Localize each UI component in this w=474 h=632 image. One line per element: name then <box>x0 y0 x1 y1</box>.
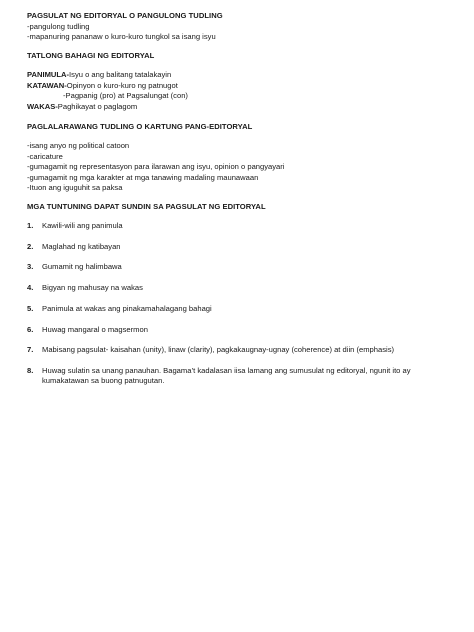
list-item <box>27 304 447 315</box>
part-text: Isyu o ang balitang tatalakayin <box>69 70 172 80</box>
list-item-text: Mabisang pagsulat- kaisahan (unity), linaw (clarity), pagkakaugnay-ugnay (coherence) at diin (emphasis) <box>42 345 395 355</box>
section-tatlong-bahagi <box>27 51 447 112</box>
list-item <box>27 366 447 387</box>
part-katawan <box>27 81 447 92</box>
spacer <box>27 133 447 141</box>
section-kartung-pang-editoryal <box>27 122 447 194</box>
kartun-line: -caricature <box>27 151 63 161</box>
definition-line: -pangulong tudling <box>27 21 90 31</box>
part-wakas <box>27 102 447 113</box>
list-item-number: 5. <box>27 303 34 313</box>
list-item <box>27 221 447 232</box>
spacer <box>27 62 447 70</box>
list-item-text: Kawili-wili ang panimula <box>42 221 123 231</box>
heading-paglalarawang-tudling: PAGLALARAWANG TUDLING O KARTUNG PANG-EDITORYAL <box>27 122 253 132</box>
list-item-number: 4. <box>27 283 34 293</box>
definition-line: -mapanuring pananaw o kuro-kuro tungkol sa isang isyu <box>27 32 216 42</box>
list-item <box>27 283 447 294</box>
heading-tatlong-bahagi: TATLONG BAHAGI NG EDITORYAL <box>27 51 155 61</box>
section-mga-tuntunin <box>27 202 447 387</box>
part-text: Opinyon o kuro-kuro ng patnugot <box>66 80 178 90</box>
rules-list <box>27 221 447 387</box>
list-item-number: 6. <box>27 324 34 334</box>
list-item-text: Huwag mangaral o magsermon <box>42 324 148 334</box>
spacer <box>27 43 447 51</box>
part-text: Paghikayat o paglagom <box>57 101 138 111</box>
list-item-text: Panimula at wakas ang pinakamahalagang bahagi <box>42 303 212 313</box>
part-panimula <box>27 70 447 81</box>
part-katawan-subline <box>27 91 447 102</box>
part-label: WAKAS- <box>27 101 58 111</box>
section-editoryal-definition <box>27 11 447 43</box>
kartun-line: -isang anyo ng political catoon <box>27 141 130 151</box>
part-label: KATAWAN- <box>27 80 67 90</box>
list-item <box>27 242 447 253</box>
kartun-line: -Ituon ang iguguhit sa paksa <box>27 183 123 193</box>
part-label: PANIMULA- <box>27 70 70 80</box>
spacer <box>27 113 447 123</box>
list-item-text: Gumamit ng halimbawa <box>42 262 122 272</box>
kartun-line: -gumagamit ng mga karakter at mga tanawing madaling maunawaan <box>27 172 259 182</box>
heading-pagsulat-ng-editoryal: PAGSULAT NG EDITORYAL O PANGULONG TUDLING <box>27 11 223 20</box>
list-item-text: Bigyan ng mahusay na wakas <box>42 283 143 293</box>
list-item <box>27 325 447 336</box>
list-item-text: Maglahad ng katibayan <box>42 241 121 251</box>
list-item-number: 3. <box>27 262 34 272</box>
document-content <box>27 11 447 397</box>
spacer <box>27 194 447 202</box>
list-item-number: 1. <box>27 221 34 231</box>
heading-mga-tuntunin: MGA TUNTUNING DAPAT SUNDIN SA PAGSULAT NG EDITORYAL <box>27 202 266 212</box>
list-item-text: Huwag sulatin sa unang panauhan. Bagama’t kadalasan iisa lamang ang sumusulat ng editoryal, ngunit ito ay kumakatawan sa buong patnugutan. <box>42 365 411 386</box>
kartun-line: -gumagamit ng representasyon para ilarawan ang isyu, opinion o pangyayari <box>27 162 285 172</box>
spacer <box>27 213 447 221</box>
list-item <box>27 262 447 273</box>
part-text: -Pagpanig (pro) at Pagsalungat (con) <box>63 91 188 101</box>
list-item-number: 2. <box>27 241 34 251</box>
list-item-number: 8. <box>27 365 34 375</box>
list-item <box>27 345 447 356</box>
list-item-number: 7. <box>27 345 34 355</box>
